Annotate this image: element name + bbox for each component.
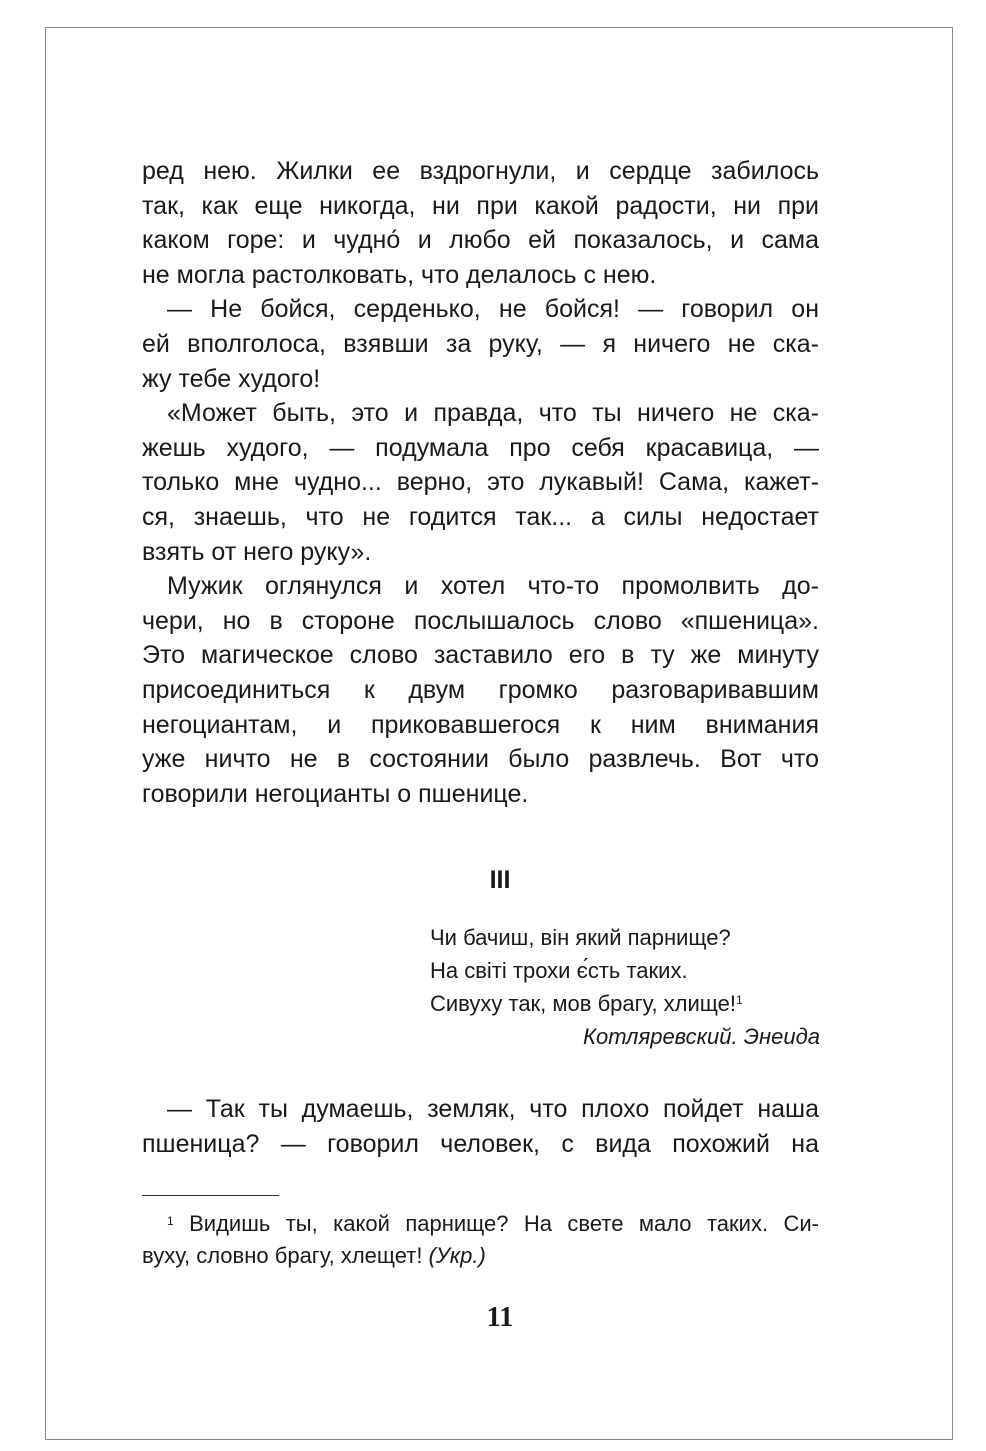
epigraph-line-text: Сивуху так, мов брагу, хлище!: [430, 991, 737, 1016]
footnote: [142, 1208, 819, 1272]
footnote-language-note: (Укр.): [428, 1243, 486, 1268]
chapter-heading: III: [489, 866, 511, 894]
footnote-line: [142, 1208, 819, 1240]
footnote-divider: [142, 1195, 279, 1196]
paragraph-4: [142, 569, 819, 811]
paragraph-3: [142, 396, 819, 569]
text-line: Мужик оглянулся и хотел что-то промолвить до-: [167, 572, 819, 601]
footnote-text: Видишь ты, какой парнище? На свете мало таких. Си-: [189, 1211, 819, 1236]
epigraph-line: Чи бачиш, він який парнище?: [430, 925, 731, 950]
footnote-text: вуху, словно брагу, хлещет!: [142, 1243, 423, 1268]
text-line: присоединиться к двум громко разговаривавшим: [142, 675, 819, 704]
text-line: говорили негоцианты о пшенице.: [142, 779, 529, 808]
text-line: так, как еще никогда, ни при какой радости, ни при: [142, 191, 819, 220]
text-line: только мне чудно... верно, это лукавый! Сама, кажет-: [142, 468, 819, 497]
footnote-mark: 1: [167, 1214, 174, 1228]
footnote-line: [142, 1240, 819, 1272]
epigraph-line: [430, 987, 820, 1020]
text-line: чери, но в стороне послышалось слово «пшеница».: [142, 606, 819, 635]
text-line: каком горе: и чудно́ и любо ей показалось, и сама: [142, 226, 819, 255]
paragraph-1: [142, 154, 819, 292]
text-line: негоциантам, и приковавшегося к ним внимания: [142, 710, 819, 739]
text-line: ред нею. Жилки ее вздрогнули, и сердце забилось: [142, 157, 819, 185]
page-number: 11: [486, 1302, 514, 1333]
text-line: пшеница? — говорил человек, с вида похожий на: [142, 1129, 819, 1158]
text-line: Это магическое слово заставило его в ту же минуту: [142, 641, 819, 670]
main-text-bottom: [142, 1092, 819, 1161]
epigraph: [430, 921, 820, 1053]
epigraph-source: Котляревский. Энеида: [583, 1024, 820, 1049]
text-line: уже ничто не в состоянии было развлечь. Вот что: [142, 745, 819, 774]
paragraph-2: [142, 292, 819, 396]
epigraph-line: На світі трохи є́сть таких.: [430, 958, 688, 983]
text-line: ся, знаешь, что не годится так... а силы недостает: [142, 502, 819, 531]
book-page: [45, 27, 953, 1440]
text-line: не могла растолковать, что делалось с нею.: [142, 260, 657, 289]
text-line: — Не бойся, серденько, не бойся! — говорил он: [167, 295, 819, 324]
text-line: «Может быть, это и правда, что ты ничего не ска-: [167, 399, 819, 428]
text-line: жешь худого, — подумала про себя красавица, —: [142, 433, 819, 462]
text-line: ей вполголоса, взявши за руку, — я ничего не ска-: [142, 329, 819, 358]
text-line: взять от него руку».: [142, 537, 372, 566]
text-line: — Так ты думаешь, земляк, что плохо пойдет наша: [167, 1095, 819, 1123]
main-text-top: [142, 154, 819, 811]
text-line: жу тебе худого!: [142, 364, 321, 393]
footnote-reference: 1: [736, 993, 743, 1007]
